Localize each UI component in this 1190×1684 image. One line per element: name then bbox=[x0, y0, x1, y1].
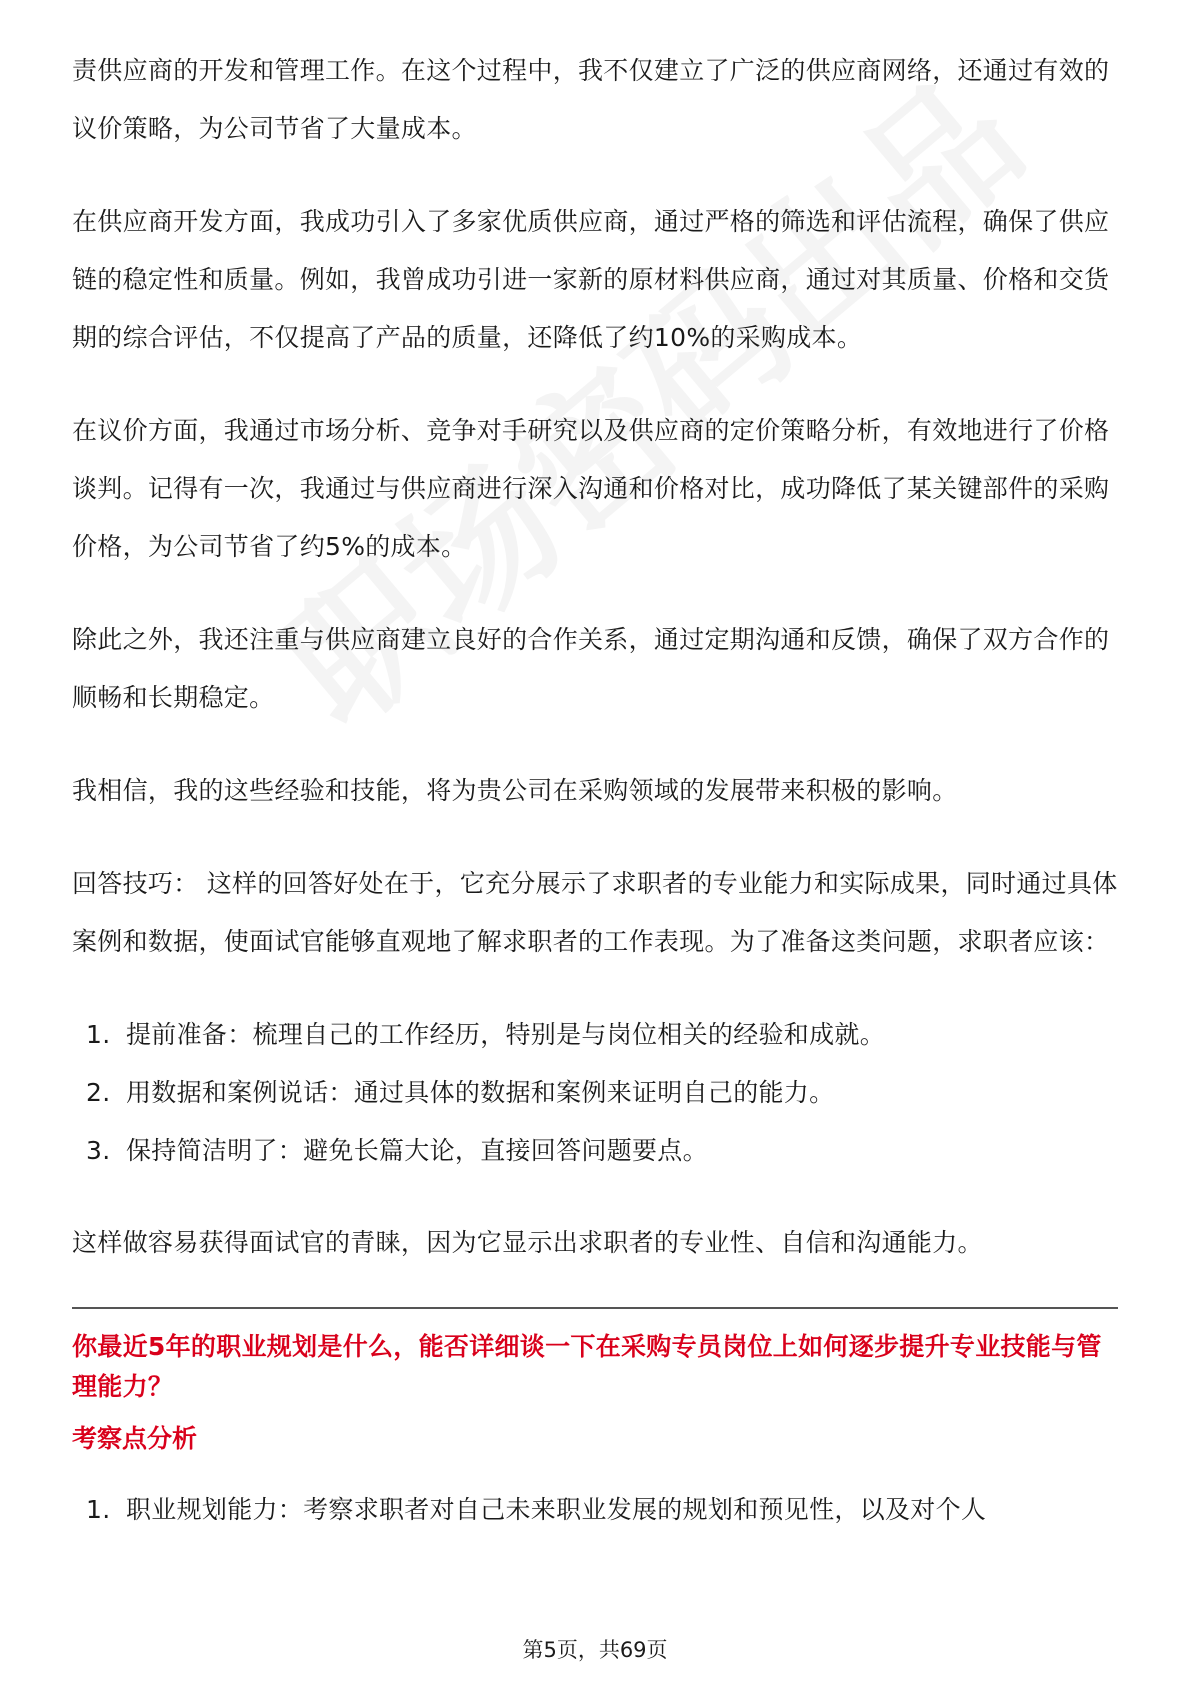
list-number: 1. bbox=[86, 1495, 111, 1524]
list-item bbox=[86, 1006, 1118, 1064]
paragraph-1: 责供应商的开发和管理工作。在这个过程中，我不仅建立了广泛的供应商网络，还通过有效的议价策略，为公司节省了大量成本。 bbox=[72, 56, 1110, 143]
analysis-heading: 考察点分析 bbox=[72, 1424, 198, 1453]
list-number: 2. bbox=[86, 1078, 111, 1107]
list-item bbox=[86, 1122, 1118, 1180]
list-text: 职业规划能力：考察求职者对自己未来职业发展的规划和预见性，以及对个人 bbox=[126, 1495, 987, 1524]
page-content bbox=[72, 42, 1118, 1573]
page-number: 第5页，共69页 bbox=[522, 1638, 668, 1662]
list-number: 1. bbox=[86, 1020, 111, 1049]
interview-question: 你最近5年的职业规划是什么，能否详细谈一下在采购专员岗位上如何逐步提升专业技能与管理能力？ bbox=[72, 1332, 1102, 1401]
list-number: 3. bbox=[86, 1136, 111, 1165]
list-item bbox=[86, 1481, 1118, 1539]
paragraph-2: 在供应商开发方面，我成功引入了多家优质供应商，通过严格的筛选和评估流程，确保了供应链的稳定性和质量。例如，我曾成功引进一家新的原材料供应商，通过对其质量、价格和交货期的综合评估，不仅提高了产品的质量，还降低了约10%的采购成本。 bbox=[72, 207, 1110, 352]
answer-tips-intro: 回答技巧： 这样的回答好处在于，它充分展示了求职者的专业能力和实际成果，同时通过具体案例和数据，使面试官能够直观地了解求职者的工作表现。为了准备这类问题，求职者应该： bbox=[72, 869, 1118, 956]
list-text: 用数据和案例说话：通过具体的数据和案例来证明自己的能力。 bbox=[126, 1078, 835, 1107]
paragraph-3: 在议价方面，我通过市场分析、竞争对手研究以及供应商的定价策略分析，有效地进行了价格谈判。记得有一次，我通过与供应商进行深入沟通和价格对比，成功降低了某关键部件的采购价格，为公司节省了约5%的成本。 bbox=[72, 416, 1110, 561]
paragraph-5: 我相信，我的这些经验和技能，将为贵公司在采购领域的发展带来积极的影响。 bbox=[72, 776, 958, 805]
closing-paragraph: 这样做容易获得面试官的青睐，因为它显示出求职者的专业性、自信和沟通能力。 bbox=[72, 1228, 983, 1257]
list-text: 提前准备：梳理自己的工作经历，特别是与岗位相关的经验和成就。 bbox=[126, 1020, 886, 1049]
list-item bbox=[86, 1064, 1118, 1122]
paragraph-4: 除此之外，我还注重与供应商建立良好的合作关系，通过定期沟通和反馈，确保了双方合作的顺畅和长期稳定。 bbox=[72, 625, 1110, 712]
tips-list bbox=[72, 1006, 1118, 1180]
analysis-list bbox=[72, 1481, 1118, 1539]
list-text: 保持简洁明了：避免长篇大论，直接回答问题要点。 bbox=[126, 1136, 708, 1165]
section-divider bbox=[72, 1307, 1118, 1309]
